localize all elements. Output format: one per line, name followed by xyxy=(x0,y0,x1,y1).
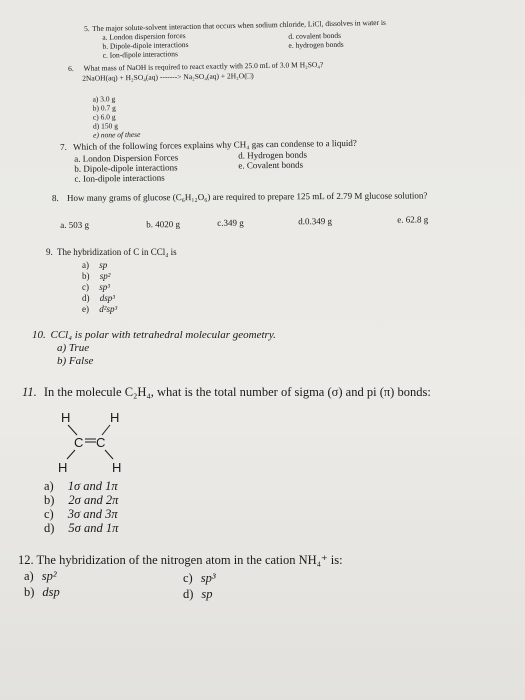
option-value: 1σ and 1π xyxy=(67,479,118,493)
bond-c-h-bottom-right xyxy=(105,450,113,459)
option-value: sp³ xyxy=(99,282,110,292)
question-10 xyxy=(32,329,432,367)
option-c: c. Ion-dipole interactions xyxy=(74,172,165,184)
option-a: a. 503 g xyxy=(60,219,90,230)
question-number: 5. xyxy=(84,24,90,34)
option-a: a. London dispersion forces xyxy=(102,31,186,42)
option-value: 5σ and 1π xyxy=(68,521,119,535)
option-c xyxy=(183,571,216,586)
option-letter: a) xyxy=(44,479,54,493)
bond-c-h-bottom-left xyxy=(67,450,75,459)
question-number: 11. xyxy=(22,385,37,399)
atom-h-top-right: H xyxy=(110,410,120,425)
option-a: a. London Dispersion Forces xyxy=(74,152,179,164)
atom-c-left: C xyxy=(74,435,84,450)
option-c xyxy=(82,282,110,293)
option-a xyxy=(44,479,118,494)
question-number: 12. xyxy=(18,553,34,567)
option-c: c.349 g xyxy=(217,217,244,228)
option-d xyxy=(82,293,115,304)
option-letter: e) xyxy=(82,304,89,314)
atom-h-top-left: H xyxy=(61,410,71,425)
option-e: e) none of these xyxy=(93,129,141,140)
option-value: sp xyxy=(99,260,108,270)
question-5 xyxy=(84,15,512,60)
question-9 xyxy=(46,247,346,314)
atom-h-bottom-left: H xyxy=(58,460,68,475)
bond-h-c-left xyxy=(68,425,77,435)
question-stem: The major solute-solvent interaction that occurs when sodium chloride, LiCl, dissolves in water is xyxy=(92,17,387,33)
option-letter: b) xyxy=(24,585,35,599)
question-8 xyxy=(52,190,522,230)
option-letter: d) xyxy=(183,587,194,601)
option-value: sp³ xyxy=(200,571,216,585)
question-stem: CCl₄ is polar with tetrahedral molecular geometry. xyxy=(50,329,276,341)
option-b: b) False xyxy=(57,355,94,367)
option-a: a) 3.0 g xyxy=(92,94,116,104)
option-value: dsp³ xyxy=(99,293,115,303)
option-letter: d) xyxy=(82,293,90,303)
option-b xyxy=(24,585,60,600)
question-stem: Which of the following forces explains why CH₄ gas can condense to a liquid? xyxy=(72,137,357,152)
question-stem: The hybridization of the nitrogen atom in the cation NH₄⁺ is: xyxy=(36,553,343,567)
option-value: sp xyxy=(201,587,213,601)
option-e xyxy=(82,304,117,315)
option-e: e. Covalent bonds xyxy=(238,159,304,171)
question-12 xyxy=(18,553,518,601)
option-letter: b) xyxy=(44,493,55,507)
option-letter: c) xyxy=(82,282,89,292)
question-number: 6. xyxy=(68,63,74,73)
option-value: sp² xyxy=(41,569,57,583)
question-6 xyxy=(68,57,488,140)
option-b xyxy=(82,271,110,282)
question-stem: The hybridization of C in CCl₄ is xyxy=(57,247,177,257)
option-a xyxy=(82,260,107,271)
option-c xyxy=(44,507,118,522)
question-number: 9. xyxy=(46,247,53,257)
option-d: d.0.349 g xyxy=(298,216,332,227)
option-d xyxy=(44,521,118,536)
question-number: 10. xyxy=(32,329,46,341)
option-d: d. Hydrogen bonds xyxy=(238,149,308,161)
question-stem: In the molecule C₂H₄, what is the total number of sigma (σ) and pi (π) bonds: xyxy=(43,385,431,399)
atom-c-right: C xyxy=(96,435,106,450)
option-letter: c) xyxy=(183,571,193,585)
option-value: dsp xyxy=(42,585,60,599)
option-letter: a) xyxy=(82,260,89,270)
question-number: 7. xyxy=(60,141,67,152)
option-value: d²sp³ xyxy=(99,304,118,314)
option-d: d) 150 g xyxy=(92,121,119,131)
option-letter: c) xyxy=(44,507,54,521)
question-stem: What mass of NaOH is required to react exactly with 25.0 mL of 3.0 M H₂SO₄? xyxy=(83,59,324,73)
ethylene-structure xyxy=(58,408,138,478)
option-e: e. 62.8 g xyxy=(397,214,429,225)
option-letter: d) xyxy=(44,521,55,535)
option-e: e. hydrogen bonds xyxy=(288,39,344,50)
option-letter: b) xyxy=(82,271,90,281)
option-d xyxy=(183,587,213,602)
option-value: 2σ and 2π xyxy=(68,493,119,507)
question-11 xyxy=(22,385,517,400)
option-c: c) 6.0 g xyxy=(92,112,116,122)
option-b: b. Dipole-dipole interactions xyxy=(102,39,189,51)
option-b: b. 4020 g xyxy=(146,219,181,230)
question-number: 8. xyxy=(52,192,59,203)
option-a xyxy=(24,569,57,584)
option-b xyxy=(44,493,118,508)
option-value: 3σ and 3π xyxy=(67,507,118,521)
option-b: b. Dipole-dipole interactions xyxy=(74,162,178,174)
option-letter: a) xyxy=(24,569,34,583)
option-a: a) True xyxy=(57,342,90,354)
question-stem: How many grams of glucose (C₆H₁₂O₆) are required to prepare 125 mL of 2.79 M glucose solution? xyxy=(66,190,428,203)
option-b: b) 0.7 g xyxy=(92,103,116,113)
option-value: sp² xyxy=(99,271,111,281)
option-c: c. Ion-dipole interactions xyxy=(102,49,178,60)
atom-h-bottom-right: H xyxy=(112,460,122,475)
option-d: d. covalent bonds xyxy=(288,30,342,41)
reaction-equation: 2NaOH(aq) + H₂SO₄(aq) -------> Na₂SO₄(aq) + 2H₂O(□) xyxy=(82,71,254,83)
bond-h-c-right xyxy=(102,425,110,435)
